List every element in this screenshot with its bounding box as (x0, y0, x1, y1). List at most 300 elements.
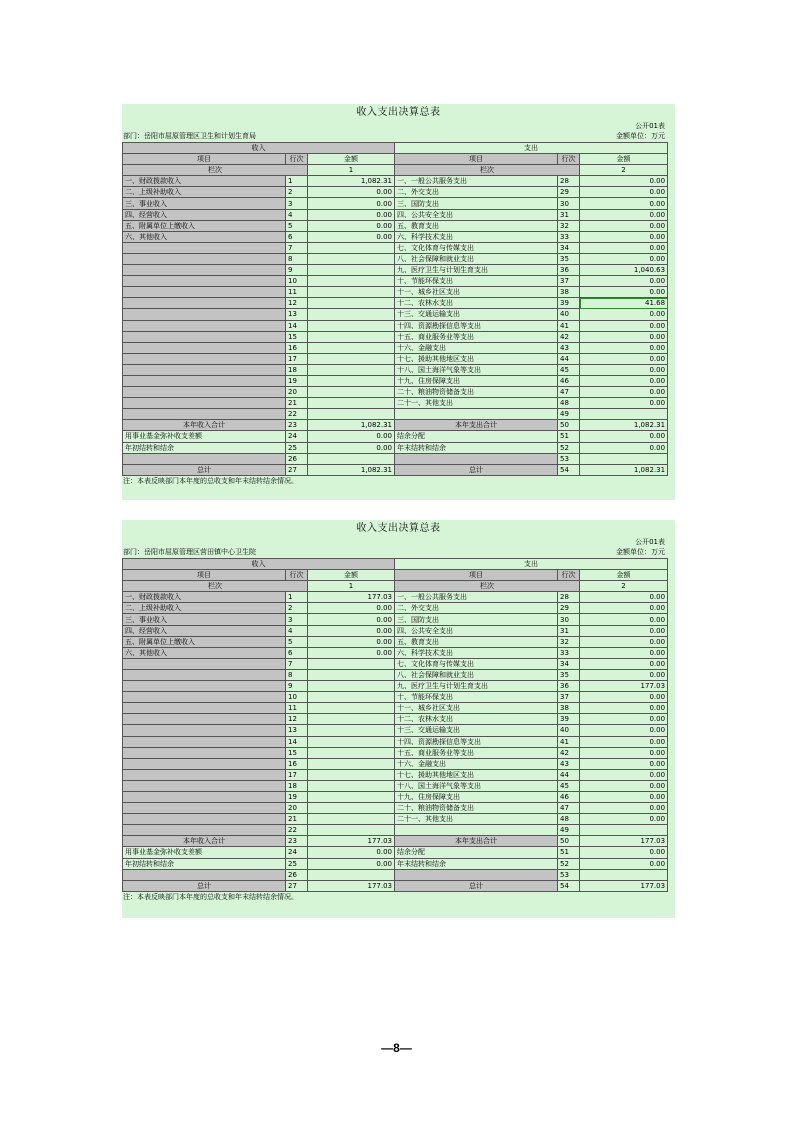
expense-item-label: 二、外交支出 (395, 187, 558, 198)
empty-cell (123, 364, 286, 375)
table-row (123, 714, 668, 725)
expense-amount: 0.00 (580, 198, 668, 209)
expense-line-number: 40 (558, 725, 580, 736)
column-index-label: 栏次 (123, 165, 308, 176)
table-row (123, 309, 668, 320)
income-line-number: 22 (286, 825, 308, 836)
empty-cell (308, 747, 395, 758)
income-line-number: 12 (286, 298, 308, 309)
income-line-number: 11 (286, 287, 308, 298)
income-line-number: 21 (286, 398, 308, 409)
table-row (123, 265, 668, 276)
income-line-number: 11 (286, 703, 308, 714)
expense-item-label: 十、节能环保支出 (395, 692, 558, 703)
table-note: 注：本表反映部门本年度的总收支和年末结转结余情况。 (123, 892, 298, 901)
unit-label: 金额单位：万元 (616, 548, 665, 556)
table-row (123, 725, 668, 736)
table-row (123, 603, 668, 614)
column-index-row (123, 581, 668, 592)
empty-cell (308, 364, 395, 375)
table-row (123, 791, 668, 802)
summary-table (122, 142, 668, 476)
income-line-number: 13 (286, 309, 308, 320)
expense-item-label: 二十、粮油物资储备支出 (395, 803, 558, 814)
expense-item-label: 十、节能环保支出 (395, 276, 558, 287)
income-line-number: 1 (286, 592, 308, 603)
empty-cell (308, 387, 395, 398)
empty-cell (123, 825, 286, 836)
income-line-number: 20 (286, 387, 308, 398)
income-line-number: 12 (286, 714, 308, 725)
income-line-number: 7 (286, 658, 308, 669)
income-line-number: 13 (286, 725, 308, 736)
end-balance-line: 52 (558, 442, 580, 453)
empty-cell (123, 309, 286, 320)
fund-gap-row (123, 847, 668, 858)
expense-amount: 0.00 (580, 176, 668, 187)
expense-item-label: 十八、国土海洋气象等支出 (395, 780, 558, 791)
expense-total-label: 本年支出合计 (395, 420, 558, 431)
expense-item-label: 二十、粮油物资储备支出 (395, 387, 558, 398)
empty-cell (123, 276, 286, 287)
table-row (123, 669, 668, 680)
empty-cell (308, 331, 395, 342)
section-header-row (123, 559, 668, 570)
income-line-number: 14 (286, 320, 308, 331)
blank-line-right: 53 (558, 453, 580, 464)
expense-item-label: 六、科学技术支出 (395, 231, 558, 242)
begin-balance-amount: 0.00 (308, 858, 395, 869)
table-row (123, 736, 668, 747)
table-row (123, 625, 668, 636)
empty-cell (123, 703, 286, 714)
income-total-line: 23 (286, 836, 308, 847)
expense-amount: 0.00 (580, 320, 668, 331)
table-row (123, 409, 668, 420)
expense-line-number: 44 (558, 353, 580, 364)
expense-amount: 0.00 (580, 625, 668, 636)
expense-line-number: 38 (558, 703, 580, 714)
empty-cell (123, 398, 286, 409)
income-line-number: 8 (286, 669, 308, 680)
department-label: 部门：岳阳市屈原管理区营田镇中心卫生院 (123, 548, 256, 556)
expense-line-number: 46 (558, 375, 580, 386)
income-line-number: 17 (286, 353, 308, 364)
empty-cell (123, 681, 286, 692)
expense-item-label: 十二、农林水支出 (395, 298, 558, 309)
empty-cell (308, 692, 395, 703)
expense-line-number: 47 (558, 803, 580, 814)
empty-cell (308, 681, 395, 692)
table-row (123, 198, 668, 209)
expense-amount: 0.00 (580, 353, 668, 364)
empty-cell (308, 803, 395, 814)
expense-item-label: 二十一、其他支出 (395, 814, 558, 825)
income-line-number: 19 (286, 375, 308, 386)
table-row (123, 614, 668, 625)
column-header-row (123, 154, 668, 165)
income-total-amount: 1,082.31 (308, 420, 395, 431)
income-amount: 0.00 (308, 209, 395, 220)
table-row (123, 176, 668, 187)
expense-line-number: 28 (558, 592, 580, 603)
table-row (123, 398, 668, 409)
expense-line-number: 39 (558, 298, 580, 309)
empty-cell (308, 320, 395, 331)
table-row (123, 814, 668, 825)
expense-item-label: 十六、金融支出 (395, 342, 558, 353)
table-row (123, 692, 668, 703)
column-index-row (123, 165, 668, 176)
empty-cell (308, 298, 395, 309)
page-number: —8— (381, 1041, 412, 1055)
grand-total-line-right: 54 (558, 880, 580, 891)
expense-amount: 0.00 (580, 769, 668, 780)
expense-amount: 0.00 (580, 780, 668, 791)
expense-line-number: 42 (558, 331, 580, 342)
income-line-number: 21 (286, 814, 308, 825)
expense-amount: 0.00 (580, 342, 668, 353)
income-item-label: 六、其他收入 (123, 231, 286, 242)
column-index-1: 1 (308, 581, 395, 592)
end-balance-line: 52 (558, 858, 580, 869)
empty-cell (308, 409, 395, 420)
expense-amount: 0.00 (580, 714, 668, 725)
empty-cell (308, 309, 395, 320)
surplus-distribution-label: 结余分配 (395, 847, 558, 858)
grand-total-left-amount: 1,082.31 (308, 464, 395, 475)
income-line-number: 10 (286, 276, 308, 287)
expense-line-number: 41 (558, 736, 580, 747)
empty-cell (308, 242, 395, 253)
empty-cell (123, 409, 286, 420)
column-index-1: 1 (308, 165, 395, 176)
empty-cell (123, 387, 286, 398)
expense-amount: 0.00 (580, 636, 668, 647)
empty-cell (580, 409, 668, 420)
end-balance-amount: 0.00 (580, 858, 668, 869)
income-line-number: 2 (286, 187, 308, 198)
grand-total-left-amount: 177.03 (308, 880, 395, 891)
empty-cell (308, 375, 395, 386)
expense-amount: 0.00 (580, 398, 668, 409)
empty-cell (580, 869, 668, 880)
summary-table (122, 558, 668, 892)
expense-line-number: 29 (558, 603, 580, 614)
balance-row (123, 442, 668, 453)
empty-cell (308, 398, 395, 409)
expense-amount: 177.03 (580, 681, 668, 692)
table-row (123, 375, 668, 386)
income-amount: 0.00 (308, 636, 395, 647)
income-line-number: 2 (286, 603, 308, 614)
table-row (123, 658, 668, 669)
fund-gap-line: 24 (286, 431, 308, 442)
column-header-amount: 金额 (308, 570, 395, 581)
income-amount: 0.00 (308, 625, 395, 636)
expense-amount: 0.00 (580, 703, 668, 714)
expense-amount: 0.00 (580, 187, 668, 198)
surplus-distribution-amount: 0.00 (580, 431, 668, 442)
expense-item-label: 十八、国土海洋气象等支出 (395, 364, 558, 375)
form-code: 公开01表 (635, 538, 665, 546)
empty-cell (123, 803, 286, 814)
income-line-number: 20 (286, 803, 308, 814)
begin-balance-line: 25 (286, 858, 308, 869)
expense-amount: 0.00 (580, 231, 668, 242)
table-row (123, 364, 668, 375)
income-line-number: 6 (286, 647, 308, 658)
surplus-distribution-amount: 0.00 (580, 847, 668, 858)
income-total-label: 本年收入合计 (123, 420, 286, 431)
expense-total-label: 本年支出合计 (395, 836, 558, 847)
empty-cell (308, 453, 395, 464)
expense-item-label: 十五、商业服务业等支出 (395, 747, 558, 758)
grand-total-line-left: 27 (286, 880, 308, 891)
expense-item-label: 七、文化体育与传媒支出 (395, 658, 558, 669)
empty-cell (123, 287, 286, 298)
empty-cell (308, 658, 395, 669)
annual-total-row (123, 836, 668, 847)
report-title: 收入支出决算总表 (356, 523, 441, 534)
expense-line-number: 35 (558, 253, 580, 264)
income-item-label: 四、经营收入 (123, 625, 286, 636)
income-total-label: 本年收入合计 (123, 836, 286, 847)
empty-cell (395, 869, 558, 880)
income-line-number: 10 (286, 692, 308, 703)
expense-item-label: 十九、住房保障支出 (395, 791, 558, 802)
income-line-number: 5 (286, 220, 308, 231)
income-total-amount: 177.03 (308, 836, 395, 847)
income-line-number: 14 (286, 736, 308, 747)
expense-amount: 0.00 (580, 803, 668, 814)
expense-line-number: 43 (558, 342, 580, 353)
empty-cell (123, 658, 286, 669)
income-line-number: 6 (286, 231, 308, 242)
report-title: 收入支出决算总表 (356, 107, 441, 118)
expense-amount: 0.00 (580, 791, 668, 802)
column-header-line: 行次 (558, 570, 580, 581)
section-expense-header: 支出 (395, 143, 668, 154)
expense-amount: 0.00 (580, 592, 668, 603)
expense-item-label: 十一、城乡社区支出 (395, 287, 558, 298)
expense-amount: 41.68 (580, 298, 668, 309)
expense-item-label: 二十一、其他支出 (395, 398, 558, 409)
table-row (123, 681, 668, 692)
expense-line-number: 34 (558, 658, 580, 669)
table-row (123, 825, 668, 836)
fund-gap-amount: 0.00 (308, 431, 395, 442)
income-item-label: 五、附属单位上缴收入 (123, 220, 286, 231)
income-line-number: 22 (286, 409, 308, 420)
grand-total-right-amount: 1,082.31 (580, 464, 668, 475)
income-line-number: 4 (286, 625, 308, 636)
expense-amount: 0.00 (580, 375, 668, 386)
report-meta (122, 131, 675, 142)
blank-line-left: 26 (286, 453, 308, 464)
surplus-distribution-line: 51 (558, 431, 580, 442)
expense-line-number: 32 (558, 636, 580, 647)
expense-line-number: 46 (558, 791, 580, 802)
empty-cell (395, 409, 558, 420)
table-row (123, 592, 668, 603)
empty-cell (123, 320, 286, 331)
expense-line-number: 49 (558, 825, 580, 836)
income-line-number: 15 (286, 747, 308, 758)
expense-item-label: 十三、交通运输支出 (395, 309, 558, 320)
empty-cell (123, 253, 286, 264)
empty-cell (308, 353, 395, 364)
expense-line-number: 49 (558, 409, 580, 420)
table-row (123, 636, 668, 647)
expense-line-number: 47 (558, 387, 580, 398)
empty-cell (580, 825, 668, 836)
grand-total-right-amount: 177.03 (580, 880, 668, 891)
expense-line-number: 45 (558, 780, 580, 791)
expense-line-number: 37 (558, 692, 580, 703)
empty-cell (308, 287, 395, 298)
empty-cell (123, 353, 286, 364)
balance-row (123, 858, 668, 869)
section-header-row (123, 143, 668, 154)
expense-amount: 0.00 (580, 758, 668, 769)
expense-amount: 1,040.63 (580, 265, 668, 276)
expense-amount: 0.00 (580, 364, 668, 375)
table-row (123, 703, 668, 714)
unit-label: 金额单位：万元 (616, 132, 665, 140)
expense-amount: 0.00 (580, 692, 668, 703)
table-row (123, 320, 668, 331)
empty-cell (123, 265, 286, 276)
blank-line-right: 53 (558, 869, 580, 880)
table-row (123, 287, 668, 298)
expense-line-number: 32 (558, 220, 580, 231)
column-header-line: 行次 (558, 154, 580, 165)
expense-item-label: 一、一般公共服务支出 (395, 592, 558, 603)
empty-cell (308, 814, 395, 825)
fund-gap-line: 24 (286, 847, 308, 858)
fund-gap-amount: 0.00 (308, 847, 395, 858)
income-item-label: 一、财政拨款收入 (123, 592, 286, 603)
empty-cell (308, 780, 395, 791)
grand-total-label: 总计 (395, 464, 558, 475)
expense-item-label: 八、社会保障和就业支出 (395, 669, 558, 680)
income-amount: 0.00 (308, 220, 395, 231)
report-sheet (122, 520, 675, 918)
expense-amount: 0.00 (580, 287, 668, 298)
form-code: 公开01表 (635, 122, 665, 130)
expense-line-number: 31 (558, 625, 580, 636)
column-index-2: 2 (580, 581, 668, 592)
expense-line-number: 33 (558, 231, 580, 242)
blank-line-left: 26 (286, 869, 308, 880)
income-item-label: 一、财政拨款收入 (123, 176, 286, 187)
empty-cell (308, 769, 395, 780)
end-balance-amount: 0.00 (580, 442, 668, 453)
fund-gap-label: 用事业基金弥补收支差额 (123, 431, 286, 442)
column-header-amount: 金额 (580, 570, 668, 581)
expense-item-label: 九、医疗卫生与计划生育支出 (395, 265, 558, 276)
annual-total-row (123, 420, 668, 431)
table-row (123, 231, 668, 242)
expense-total-amount: 1,082.31 (580, 420, 668, 431)
table-row (123, 758, 668, 769)
fund-gap-row (123, 431, 668, 442)
income-item-label: 六、其他收入 (123, 647, 286, 658)
empty-cell (123, 780, 286, 791)
end-balance-label: 年末结转和结余 (395, 442, 558, 453)
report-meta (122, 547, 675, 558)
column-header-item: 项目 (123, 570, 286, 581)
empty-cell (308, 276, 395, 287)
empty-cell (123, 747, 286, 758)
empty-cell (123, 869, 286, 880)
income-line-number: 16 (286, 758, 308, 769)
table-row (123, 769, 668, 780)
table-row (123, 298, 668, 309)
table-row (123, 253, 668, 264)
column-header-amount: 金额 (308, 154, 395, 165)
table-row (123, 209, 668, 220)
income-total-line: 23 (286, 420, 308, 431)
expense-item-label: 十四、资源勘探信息等支出 (395, 736, 558, 747)
expense-amount: 0.00 (580, 387, 668, 398)
expense-amount: 0.00 (580, 736, 668, 747)
expense-amount: 0.00 (580, 309, 668, 320)
empty-cell (123, 298, 286, 309)
income-amount: 0.00 (308, 647, 395, 658)
begin-balance-line: 25 (286, 442, 308, 453)
table-row (123, 342, 668, 353)
expense-item-label: 七、文化体育与传媒支出 (395, 242, 558, 253)
expense-line-number: 34 (558, 242, 580, 253)
expense-item-label: 十六、金融支出 (395, 758, 558, 769)
expense-amount: 0.00 (580, 747, 668, 758)
expense-item-label: 五、教育支出 (395, 220, 558, 231)
expense-line-number: 37 (558, 276, 580, 287)
expense-line-number: 42 (558, 747, 580, 758)
expense-item-label: 八、社会保障和就业支出 (395, 253, 558, 264)
expense-item-label: 十一、城乡社区支出 (395, 703, 558, 714)
income-line-number: 18 (286, 780, 308, 791)
income-amount: 1,082.31 (308, 176, 395, 187)
begin-balance-amount: 0.00 (308, 442, 395, 453)
table-row (123, 220, 668, 231)
table-row (123, 747, 668, 758)
income-line-number: 5 (286, 636, 308, 647)
surplus-distribution-line: 51 (558, 847, 580, 858)
expense-amount: 0.00 (580, 603, 668, 614)
expense-amount: 0.00 (580, 276, 668, 287)
empty-cell (123, 331, 286, 342)
empty-cell (308, 253, 395, 264)
grand-total-label: 总计 (123, 464, 286, 475)
table-row (123, 780, 668, 791)
empty-cell (308, 703, 395, 714)
expense-line-number: 31 (558, 209, 580, 220)
column-header-amount: 金额 (580, 154, 668, 165)
empty-cell (123, 242, 286, 253)
expense-item-label: 十二、农林水支出 (395, 714, 558, 725)
section-income-header: 收入 (123, 143, 395, 154)
expense-line-number: 36 (558, 681, 580, 692)
empty-cell (308, 825, 395, 836)
grand-total-label: 总计 (123, 880, 286, 891)
empty-cell (123, 375, 286, 386)
table-row (123, 353, 668, 364)
empty-cell (123, 736, 286, 747)
income-item-label: 五、附属单位上缴收入 (123, 636, 286, 647)
